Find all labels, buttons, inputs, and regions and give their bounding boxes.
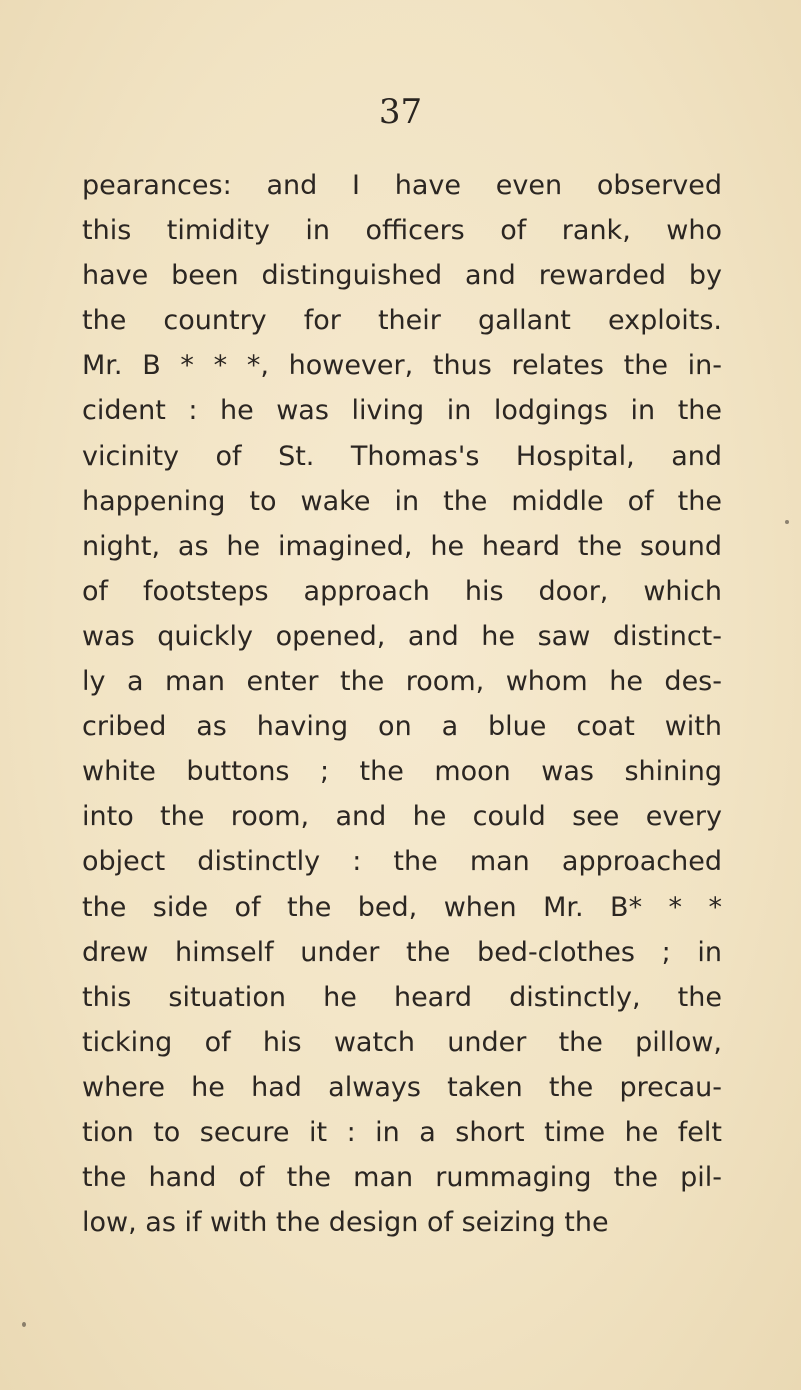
text-line: vicinity of St. Thomas's Hospital, and [82, 440, 722, 472]
text-line: cident : he was living in lodgings in the [82, 395, 722, 427]
text-line: this timidity in officers of rank, who [82, 215, 722, 247]
paper-speck [785, 520, 789, 524]
text-line: drew himself under the bed-clothes ; in [82, 936, 722, 968]
text-line: cribed as having on a blue coat with [82, 711, 722, 743]
text-line: pearances: and I have even observed [82, 170, 722, 201]
text-line: object distinctly : the man approached [82, 846, 722, 878]
text-line: the country for their gallant exploits. [82, 305, 722, 337]
text-line: night, as he imagined, he heard the sound [82, 530, 722, 562]
text-line: was quickly opened, and he saw distinct- [82, 620, 722, 652]
page-number: 37 [378, 92, 423, 132]
text-line: white buttons ; the moon was shining [82, 756, 722, 788]
page-body-text [82, 163, 722, 1245]
text-line: of footsteps approach his door, which [82, 575, 722, 607]
text-line: Mr. B * * *, however, thus relates the in- [82, 350, 722, 382]
paper-speck [22, 1322, 26, 1327]
text-line: where he had always taken the precau- [82, 1071, 722, 1103]
text-line: this situation he heard distinctly, the [82, 981, 722, 1013]
text-line: tion to secure it : in a short time he felt [82, 1116, 722, 1148]
text-line: happening to wake in the middle of the [82, 485, 722, 517]
text-line: the side of the bed, when Mr. B* * * [82, 891, 722, 923]
text-line: low, as if with the design of seizing the [82, 1207, 609, 1239]
text-line: the hand of the man rummaging the pil- [82, 1162, 722, 1194]
text-line: have been distinguished and rewarded by [82, 260, 722, 292]
text-line: into the room, and he could see every [82, 801, 722, 833]
text-line: ticking of his watch under the pillow, [82, 1026, 722, 1058]
text-line: ly a man enter the room, whom he des- [82, 666, 722, 698]
